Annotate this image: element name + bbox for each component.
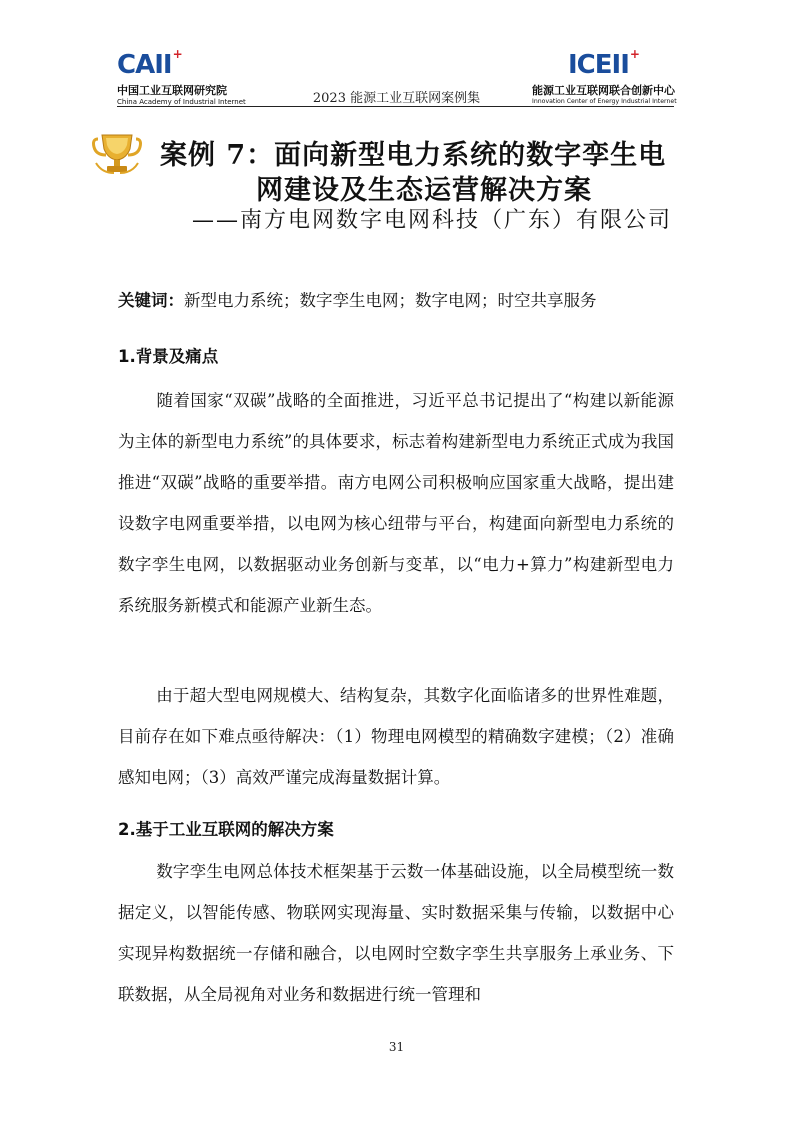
- keywords-text: 新型电力系统；数字孪生电网；数字电网；时空共享服务: [184, 291, 597, 310]
- section-heading-background: 1.背景及痛点: [118, 347, 219, 366]
- section-1-paragraph-2-text: 由于超大型电网规模大、结构复杂，其数字化面临诸多的世界性难题，目前存在如下难点亟待解决：（1）物理电网模型的精确数字建模；（2）准确感知电网；（3）高效严谨完成海量数据计算。: [118, 686, 674, 787]
- iceii-org-name-cn: 能源工业互联网联合创新中心: [532, 84, 675, 97]
- caii-logo-word: CAII: [117, 50, 172, 80]
- keywords-label: 关键词：: [118, 291, 184, 310]
- iceii-org-name-en: Innovation Center of Energy Industrial Internet: [532, 98, 677, 105]
- caii-logo-mark: [117, 48, 267, 82]
- keywords-line: [118, 287, 597, 311]
- iceii-logo: [532, 47, 677, 105]
- iceii-logo-mark: [532, 48, 674, 82]
- case-title-line-1: 案例 7：面向新型电力系统的数字孪生电: [160, 140, 667, 171]
- trophy-icon: [92, 133, 142, 175]
- header-divider: [117, 106, 674, 107]
- section-heading-solution: 2.基于工业互联网的解决方案: [118, 820, 334, 839]
- section-2-paragraph-1-text: 数字孪生电网总体技术框架基于云数一体基础设施，以全局模型统一数据定义，以智能传感、物联网实现海量、实时数据采集与传输，以数据中心实现异构数据统一存储和融合，以电网时空数字孪生共享服务上承业务、下联数据，从全局视角对业务和数据进行统一管理和: [118, 862, 674, 1004]
- case-company-subtitle: ——南方电网数字电网科技（广东）有限公司: [191, 208, 672, 233]
- section-1-paragraph-1: [118, 380, 674, 626]
- page-number: 31: [388, 1040, 405, 1054]
- iceii-logo-word: ICEII: [568, 50, 629, 80]
- iceii-logo-plus: +: [629, 47, 640, 61]
- section-1-paragraph-2: [118, 675, 674, 798]
- case-title-line-2: 网建设及生态运营解决方案: [256, 175, 592, 206]
- running-header-title: 2023 能源工业互联网案例集: [312, 91, 481, 106]
- caii-logo-plus: +: [172, 47, 183, 61]
- section-2-paragraph-1: [118, 851, 674, 1015]
- caii-org-name-en: China Academy of Industrial Internet: [117, 98, 246, 106]
- caii-org-name-cn: 中国工业互联网研究院: [117, 84, 227, 97]
- section-1-paragraph-1-text: 随着国家“双碳”战略的全面推进，习近平总书记提出了“构建以新能源为主体的新型电力系统”的具体要求，标志着构建新型电力系统正式成为我国推进“双碳”战略的重要举措。南方电网公司积极响应国家重大战略，提出建设数字电网重要举措，以电网为核心纽带与平台，构建面向新型电力系统的数字孪生电网，以数据驱动业务创新与变革，以“电力+算力”构建新型电力系统服务新模式和能源产业新生态。: [118, 391, 674, 615]
